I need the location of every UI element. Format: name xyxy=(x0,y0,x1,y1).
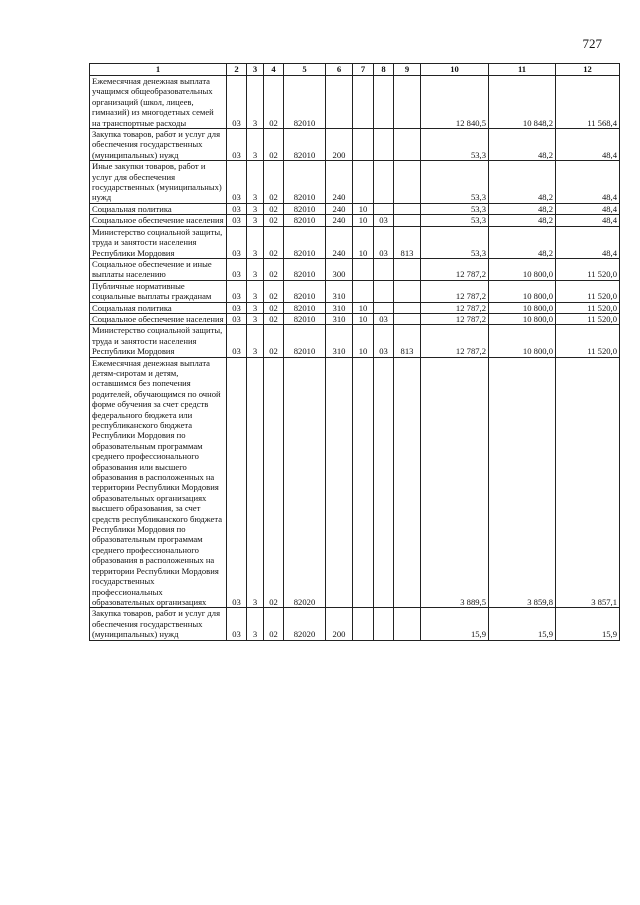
row-value-cell: 310 xyxy=(326,313,353,324)
row-value-cell: 02 xyxy=(264,313,284,324)
row-value-cell: 82010 xyxy=(284,76,326,129)
row-value-cell: 11 520,0 xyxy=(556,302,620,313)
row-value-cell: 02 xyxy=(264,302,284,313)
row-value-cell: 3 xyxy=(247,357,264,608)
table-row xyxy=(90,313,620,324)
row-value-cell xyxy=(394,129,421,161)
row-value-cell: 15,9 xyxy=(556,608,620,640)
row-value-cell: 10 xyxy=(353,313,374,324)
row-value-cell: 02 xyxy=(264,203,284,214)
row-value-cell: 15,9 xyxy=(489,608,556,640)
row-name-cell: Социальная политика xyxy=(90,302,227,313)
row-value-cell: 82010 xyxy=(284,313,326,324)
page-number: 727 xyxy=(582,36,602,51)
row-value-cell: 310 xyxy=(326,302,353,313)
row-value-cell: 310 xyxy=(326,280,353,302)
row-value-cell: 12 787,2 xyxy=(421,302,489,313)
table-row xyxy=(90,129,620,161)
row-name-cell: Ежемесячная денежная выплата учащимся общеобразовательных организаций (школ, лицеев, гимназий) из многодетных семей на транспортные расходы xyxy=(90,76,227,129)
table-row xyxy=(90,161,620,204)
row-value-cell: 10 xyxy=(353,215,374,226)
row-value-cell xyxy=(374,357,394,608)
row-value-cell: 3 859,8 xyxy=(489,357,556,608)
row-value-cell: 48,2 xyxy=(489,226,556,258)
column-header: 4 xyxy=(264,64,284,76)
column-header: 6 xyxy=(326,64,353,76)
row-value-cell: 3 xyxy=(247,280,264,302)
row-value-cell xyxy=(353,258,374,280)
row-value-cell xyxy=(326,357,353,608)
row-value-cell: 53,3 xyxy=(421,129,489,161)
row-value-cell: 3 xyxy=(247,129,264,161)
row-value-cell xyxy=(374,76,394,129)
row-value-cell: 3 xyxy=(247,215,264,226)
row-value-cell: 03 xyxy=(227,302,247,313)
row-name-cell: Публичные нормативные социальные выплаты гражданам xyxy=(90,280,227,302)
row-value-cell: 10 xyxy=(353,325,374,357)
table-row xyxy=(90,76,620,129)
row-value-cell: 03 xyxy=(227,215,247,226)
row-value-cell: 82010 xyxy=(284,129,326,161)
column-header: 3 xyxy=(247,64,264,76)
row-value-cell: 11 520,0 xyxy=(556,258,620,280)
row-value-cell xyxy=(394,76,421,129)
row-value-cell: 82010 xyxy=(284,226,326,258)
row-value-cell: 53,3 xyxy=(421,226,489,258)
row-value-cell: 82010 xyxy=(284,302,326,313)
row-value-cell xyxy=(374,258,394,280)
row-value-cell: 03 xyxy=(227,258,247,280)
row-value-cell: 3 xyxy=(247,608,264,640)
row-value-cell: 48,2 xyxy=(489,161,556,204)
row-value-cell xyxy=(374,608,394,640)
column-header: 2 xyxy=(227,64,247,76)
budget-table xyxy=(89,63,620,641)
row-value-cell: 3 xyxy=(247,161,264,204)
column-header: 7 xyxy=(353,64,374,76)
row-value-cell xyxy=(394,203,421,214)
row-value-cell: 10 800,0 xyxy=(489,302,556,313)
row-value-cell: 03 xyxy=(227,357,247,608)
row-value-cell: 03 xyxy=(374,226,394,258)
table-row xyxy=(90,215,620,226)
row-value-cell: 3 857,1 xyxy=(556,357,620,608)
row-value-cell: 12 787,2 xyxy=(421,313,489,324)
row-value-cell: 48,4 xyxy=(556,129,620,161)
row-value-cell xyxy=(353,129,374,161)
row-value-cell: 48,4 xyxy=(556,161,620,204)
row-value-cell: 03 xyxy=(227,129,247,161)
table-row xyxy=(90,258,620,280)
header-row xyxy=(90,64,620,76)
row-value-cell: 813 xyxy=(394,325,421,357)
row-name-cell: Министерство социальной защиты, труда и занятости населения Республики Мордовия xyxy=(90,325,227,357)
row-value-cell: 02 xyxy=(264,280,284,302)
row-value-cell: 48,4 xyxy=(556,203,620,214)
row-value-cell: 03 xyxy=(227,280,247,302)
row-value-cell xyxy=(326,76,353,129)
row-value-cell: 12 787,2 xyxy=(421,325,489,357)
row-value-cell: 48,4 xyxy=(556,226,620,258)
row-name-cell: Иные закупки товаров, работ и услуг для обеспечения государственных (муниципальных) нужд xyxy=(90,161,227,204)
row-value-cell xyxy=(394,258,421,280)
row-value-cell: 300 xyxy=(326,258,353,280)
row-value-cell: 10 800,0 xyxy=(489,313,556,324)
row-value-cell: 240 xyxy=(326,161,353,204)
row-value-cell: 3 xyxy=(247,76,264,129)
row-value-cell: 200 xyxy=(326,129,353,161)
row-name-cell: Закупка товаров, работ и услуг для обеспечения государственных (муниципальных) нужд xyxy=(90,129,227,161)
column-header: 9 xyxy=(394,64,421,76)
row-value-cell xyxy=(394,280,421,302)
row-value-cell: 03 xyxy=(227,203,247,214)
row-value-cell: 10 xyxy=(353,302,374,313)
row-value-cell: 10 xyxy=(353,203,374,214)
row-value-cell: 82010 xyxy=(284,325,326,357)
row-value-cell: 15,9 xyxy=(421,608,489,640)
row-value-cell: 48,2 xyxy=(489,129,556,161)
column-header: 8 xyxy=(374,64,394,76)
row-value-cell: 813 xyxy=(394,226,421,258)
row-value-cell: 03 xyxy=(227,226,247,258)
row-value-cell: 200 xyxy=(326,608,353,640)
row-value-cell xyxy=(374,203,394,214)
row-name-cell: Ежемесячная денежная выплата детям-сиротам и детям, оставшимся без попечения родителей, обучающимся по очной форме обучения за счет средств федерального бюджета или республиканского бюджета Республики Мордовия по образовательным программам среднего профессионального образования или высшего образования в расположенных на территории Республики Мордовия образовательных организациях высшего образования, за счет средств республиканского бюджета Республики Мордовия по образовательным программам среднего профессионального образования в расположенных на территории Республики Мордовия государственных профессиональных образовательных организациях xyxy=(90,357,227,608)
row-value-cell: 3 xyxy=(247,325,264,357)
row-value-cell: 03 xyxy=(374,313,394,324)
row-value-cell: 02 xyxy=(264,357,284,608)
row-value-cell: 02 xyxy=(264,226,284,258)
row-value-cell: 11 520,0 xyxy=(556,325,620,357)
row-name-cell: Социальное обеспечение населения xyxy=(90,215,227,226)
row-value-cell: 10 800,0 xyxy=(489,258,556,280)
row-value-cell: 82010 xyxy=(284,215,326,226)
row-value-cell: 3 xyxy=(247,302,264,313)
row-value-cell: 12 787,2 xyxy=(421,258,489,280)
row-value-cell: 10 xyxy=(353,226,374,258)
table-row xyxy=(90,226,620,258)
table-row xyxy=(90,203,620,214)
row-value-cell: 02 xyxy=(264,129,284,161)
column-header: 5 xyxy=(284,64,326,76)
row-value-cell: 82020 xyxy=(284,357,326,608)
row-value-cell xyxy=(353,161,374,204)
row-value-cell: 02 xyxy=(264,258,284,280)
row-value-cell: 10 848,2 xyxy=(489,76,556,129)
row-value-cell: 02 xyxy=(264,215,284,226)
row-value-cell xyxy=(394,313,421,324)
row-value-cell: 03 xyxy=(227,161,247,204)
row-value-cell xyxy=(374,161,394,204)
row-value-cell: 11 520,0 xyxy=(556,313,620,324)
row-value-cell xyxy=(353,280,374,302)
row-value-cell: 03 xyxy=(374,325,394,357)
row-name-cell: Социальная политика xyxy=(90,203,227,214)
column-header: 12 xyxy=(556,64,620,76)
row-value-cell xyxy=(353,357,374,608)
row-value-cell: 53,3 xyxy=(421,161,489,204)
row-name-cell: Закупка товаров, работ и услуг для обеспечения государственных (муниципальных) нужд xyxy=(90,608,227,640)
column-header: 1 xyxy=(90,64,227,76)
row-value-cell: 03 xyxy=(227,76,247,129)
row-value-cell: 3 xyxy=(247,258,264,280)
row-value-cell: 02 xyxy=(264,161,284,204)
row-value-cell: 02 xyxy=(264,325,284,357)
row-value-cell: 53,3 xyxy=(421,203,489,214)
row-value-cell: 3 xyxy=(247,226,264,258)
table-row xyxy=(90,280,620,302)
row-value-cell: 310 xyxy=(326,325,353,357)
row-value-cell: 10 800,0 xyxy=(489,325,556,357)
row-value-cell: 12 840,5 xyxy=(421,76,489,129)
row-value-cell: 82010 xyxy=(284,280,326,302)
row-value-cell: 02 xyxy=(264,608,284,640)
row-value-cell: 03 xyxy=(374,215,394,226)
row-value-cell: 82010 xyxy=(284,203,326,214)
row-value-cell xyxy=(374,302,394,313)
row-name-cell: Социальное обеспечение и иные выплаты населению xyxy=(90,258,227,280)
row-value-cell: 03 xyxy=(227,313,247,324)
row-value-cell xyxy=(374,129,394,161)
row-value-cell xyxy=(353,76,374,129)
row-value-cell: 48,2 xyxy=(489,215,556,226)
row-value-cell xyxy=(394,215,421,226)
row-value-cell: 03 xyxy=(227,608,247,640)
row-value-cell: 48,4 xyxy=(556,215,620,226)
row-value-cell: 48,2 xyxy=(489,203,556,214)
row-value-cell xyxy=(394,161,421,204)
row-value-cell: 03 xyxy=(227,325,247,357)
row-value-cell xyxy=(394,608,421,640)
row-value-cell: 240 xyxy=(326,203,353,214)
row-name-cell: Министерство социальной защиты, труда и занятости населения Республики Мордовия xyxy=(90,226,227,258)
row-value-cell xyxy=(374,280,394,302)
table-body xyxy=(90,76,620,641)
table-row xyxy=(90,608,620,640)
row-value-cell: 10 800,0 xyxy=(489,280,556,302)
row-value-cell: 12 787,2 xyxy=(421,280,489,302)
row-value-cell: 11 568,4 xyxy=(556,76,620,129)
table-row xyxy=(90,325,620,357)
row-value-cell: 240 xyxy=(326,215,353,226)
column-header: 10 xyxy=(421,64,489,76)
row-value-cell: 3 xyxy=(247,313,264,324)
table-row xyxy=(90,357,620,608)
row-value-cell: 3 xyxy=(247,203,264,214)
row-value-cell: 82010 xyxy=(284,161,326,204)
column-header: 11 xyxy=(489,64,556,76)
row-value-cell: 82010 xyxy=(284,258,326,280)
table-row xyxy=(90,302,620,313)
row-value-cell: 240 xyxy=(326,226,353,258)
row-value-cell xyxy=(394,357,421,608)
row-value-cell: 02 xyxy=(264,76,284,129)
row-name-cell: Социальное обеспечение населения xyxy=(90,313,227,324)
row-value-cell: 82020 xyxy=(284,608,326,640)
row-value-cell: 11 520,0 xyxy=(556,280,620,302)
row-value-cell: 53,3 xyxy=(421,215,489,226)
row-value-cell xyxy=(394,302,421,313)
row-value-cell xyxy=(353,608,374,640)
row-value-cell: 3 889,5 xyxy=(421,357,489,608)
